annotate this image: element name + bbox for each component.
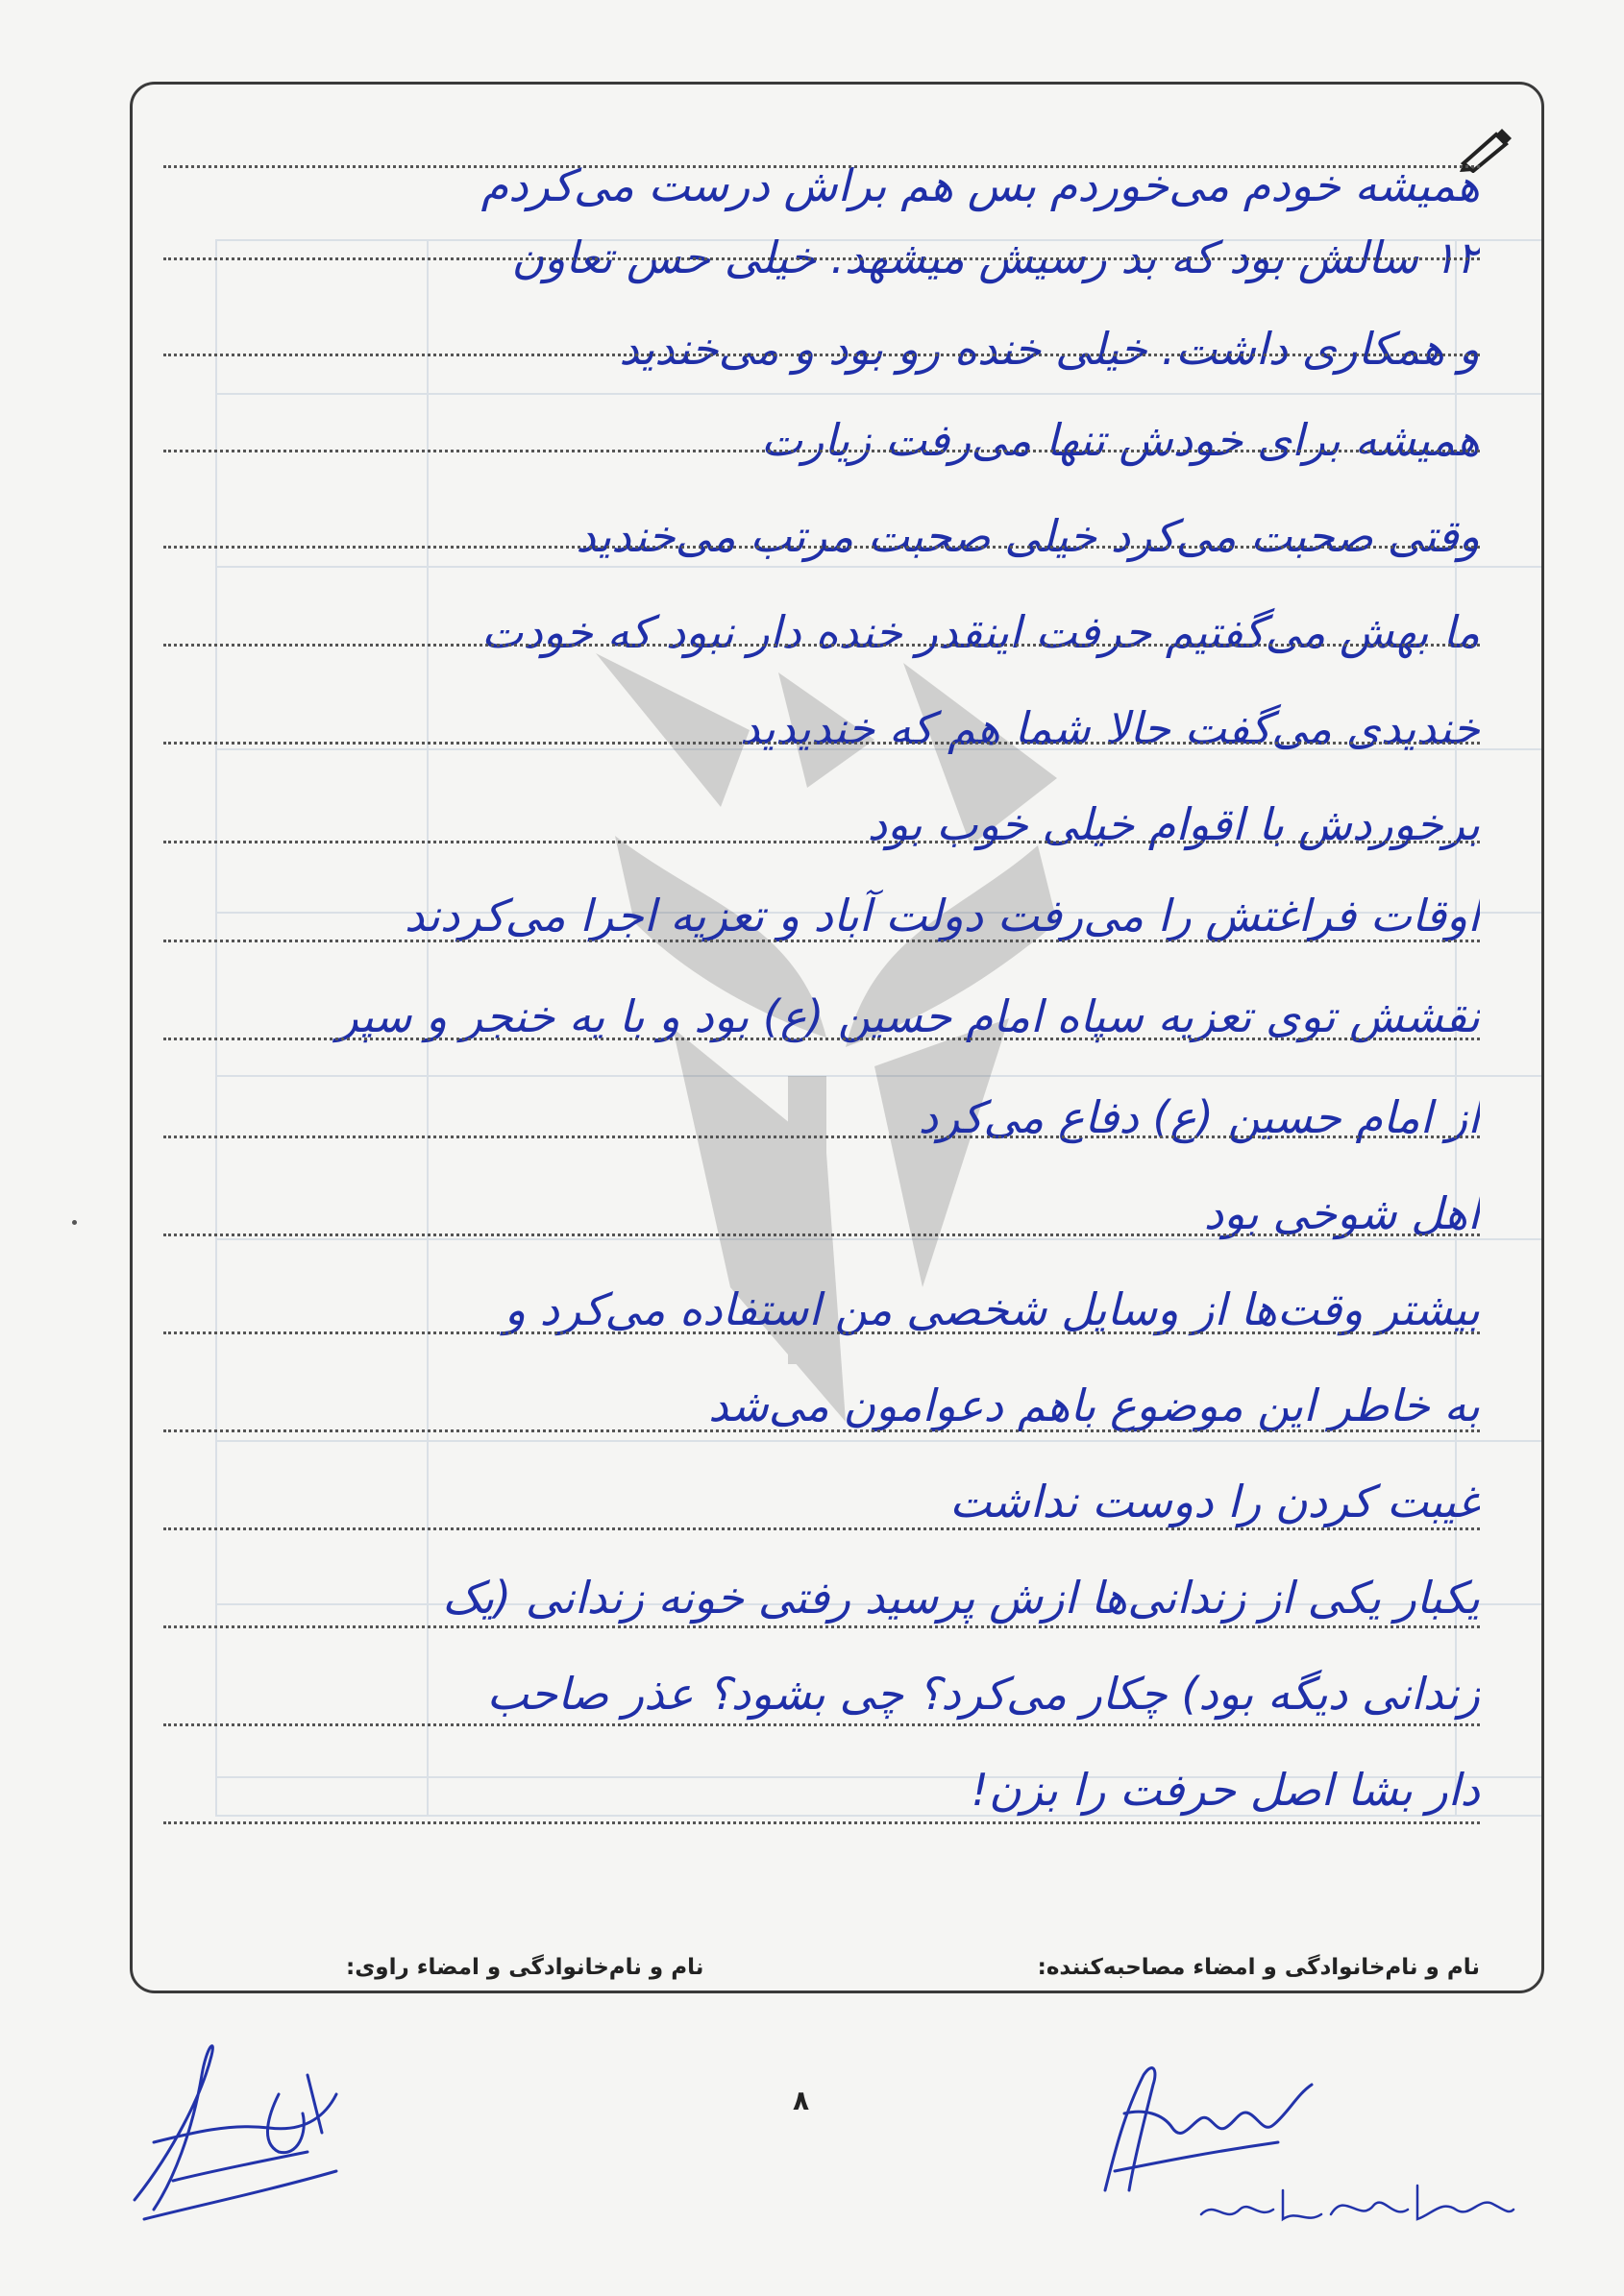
handwritten-line-17: زندانی دیگه بود) چکار می‌کرد؟ چی بشود؟ عذر صاحب xyxy=(486,1668,1480,1720)
dotted-rule xyxy=(163,841,1480,843)
handwritten-line-1: همیشه خودم می‌خوردم بس هم براش درست می‌کردم xyxy=(480,159,1480,211)
handwritten-line-14: به خاطر این موضوع باهم دعوامون می‌شد xyxy=(708,1380,1480,1431)
handwritten-line-18: دار بشا اصل حرفت را بزن! xyxy=(971,1764,1480,1816)
dotted-rule xyxy=(163,742,1480,745)
handwritten-line-16: یکبار یکی از زندانی‌ها ازش پرسید رفتی خونه زندانی (یک xyxy=(442,1572,1480,1624)
dotted-rule xyxy=(163,1821,1480,1824)
page-number: ۸ xyxy=(793,2085,810,2116)
dotted-rule xyxy=(163,165,1480,168)
handwritten-line-10: نقشش توی تعزیه سپاه امام حسین (ع) بود و با یه خنجر و سپر xyxy=(336,990,1480,1042)
dotted-rule xyxy=(163,1527,1480,1530)
handwritten-line-4: همیشه برای خودش تنها می‌رفت زیارت xyxy=(760,414,1480,466)
narrator-signature xyxy=(115,2037,356,2229)
dotted-rule xyxy=(163,1136,1480,1138)
dotted-rule xyxy=(163,1233,1480,1236)
dotted-rule xyxy=(163,1625,1480,1628)
dotted-rule xyxy=(163,546,1480,549)
dotted-rule xyxy=(163,354,1480,356)
dotted-rule xyxy=(163,1331,1480,1334)
narrator-signature-label: نام و نام‌خانوادگی و امضاء راوی: xyxy=(346,1955,704,1980)
interviewer-name-handwritten xyxy=(1192,2171,1518,2238)
dotted-rule xyxy=(163,1038,1480,1040)
dotted-rule xyxy=(163,644,1480,647)
handwritten-line-6: ما بهش می‌گفتیم حرفت اینقدر خنده دار نبود که خودت xyxy=(480,606,1480,658)
handwritten-line-8: برخوردش با اقوام خیلی خوب بود xyxy=(867,798,1480,850)
signature-footer xyxy=(163,1955,1480,1993)
dotted-rule xyxy=(163,940,1480,942)
handwritten-line-15: غیبت کردن را دوست نداشت xyxy=(949,1476,1480,1527)
handwritten-line-5: وقتی صحبت می‌کرد خیلی صحبت مرتب می‌خندید xyxy=(576,510,1480,562)
interviewer-signature-label: نام و نام‌خانوادگی و امضاء مصاحبه‌کننده: xyxy=(1037,1955,1480,1980)
handwritten-line-12: اهل شوخی بود xyxy=(1203,1187,1480,1239)
handwritten-lines xyxy=(163,144,1480,1902)
handwritten-line-11: از امام حسین (ع) دفاع می‌کرد xyxy=(918,1091,1480,1143)
handwritten-line-13: بیشتر وقت‌ها از وسایل شخصی من استفاده می‌کرد و xyxy=(504,1283,1480,1335)
handwritten-line-3: و همکاری داشت. خیلی خنده رو بود و می‌خندید xyxy=(619,323,1480,375)
dotted-rule xyxy=(163,450,1480,452)
dotted-rule xyxy=(163,257,1480,260)
ink-speck xyxy=(72,1220,77,1225)
handwritten-line-9: اوقات فراغتش را می‌رفت دولت آباد و تعزیه اجرا می‌کردند xyxy=(404,890,1480,941)
dotted-rule xyxy=(163,1723,1480,1726)
handwritten-line-2: ۱۲ سالش بود که بد رسیش میشهد. خیلی حس تعاون xyxy=(511,232,1480,283)
dotted-rule xyxy=(163,1429,1480,1432)
handwritten-line-7: خندیدی می‌گفت حالا شما هم که خندیدید xyxy=(739,702,1480,754)
